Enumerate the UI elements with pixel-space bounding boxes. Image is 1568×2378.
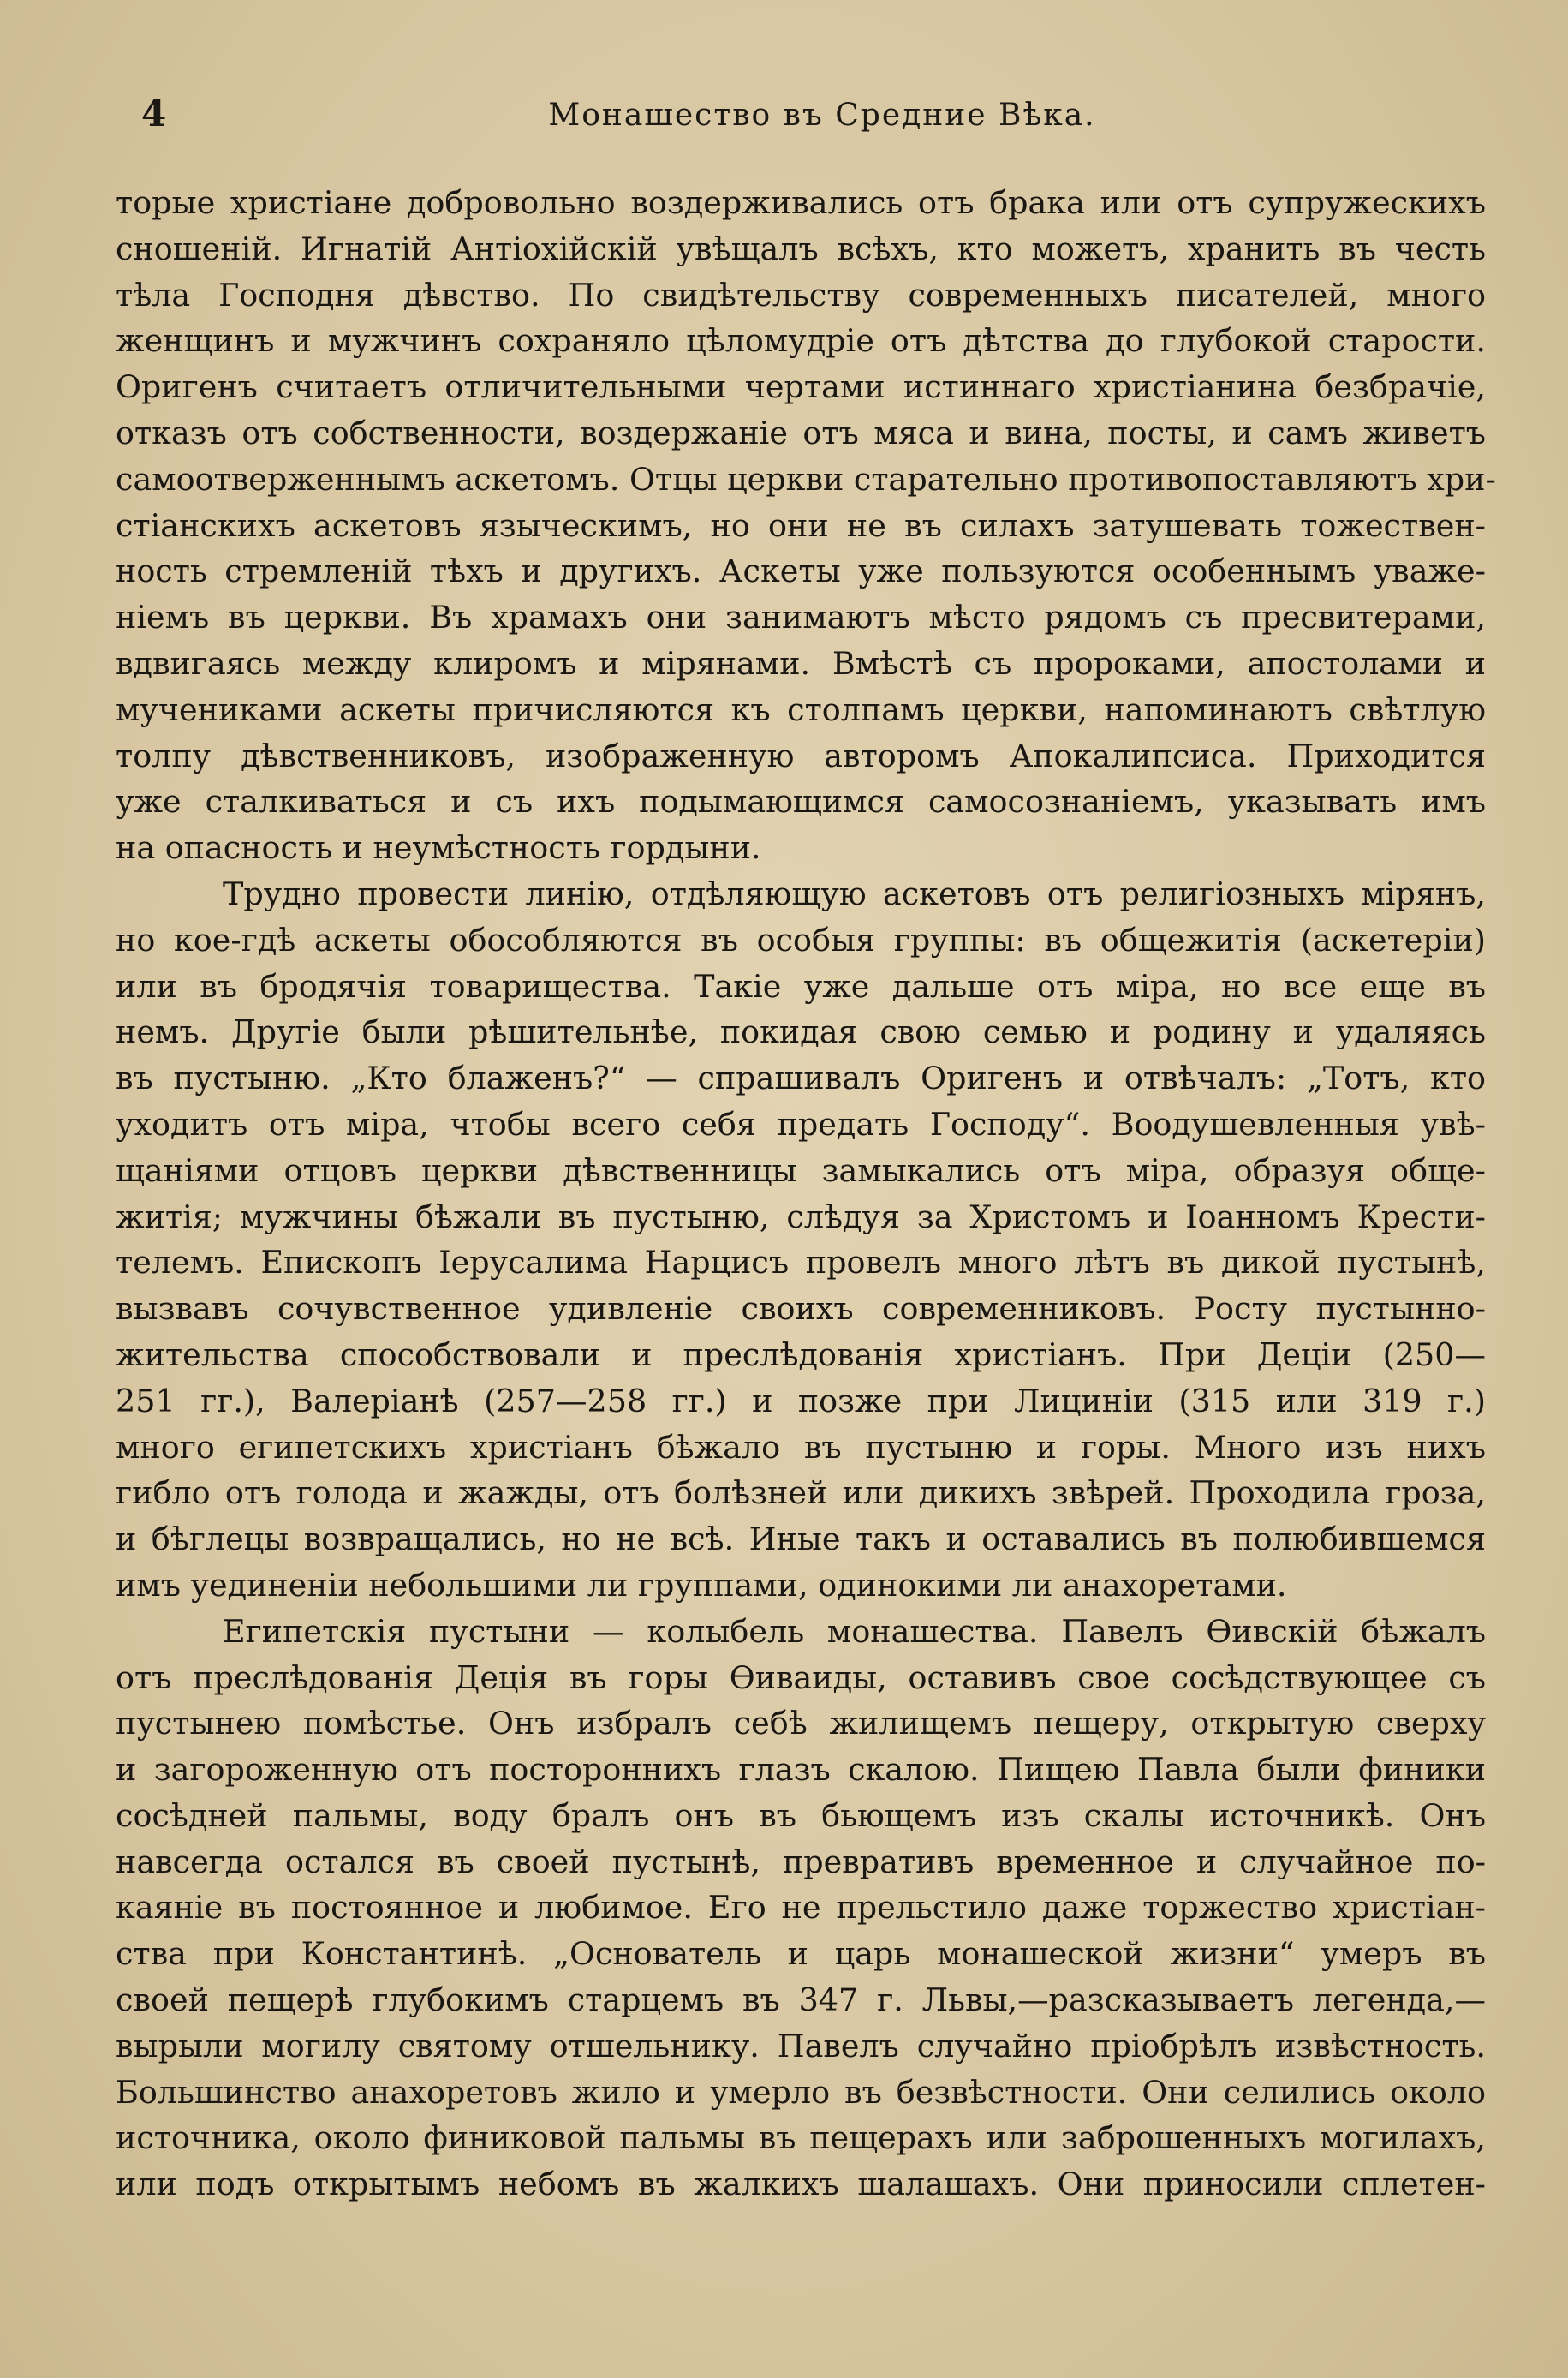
text-line: гибло отъ голода и жажды, отъ болѣзней или дикихъ звѣрей. Проходила гроза, — [116, 1474, 1486, 1512]
text-line: уходитъ отъ мiра, чтобы всего себя предать Господу“. Воодушевленныя увѣ- — [116, 1105, 1486, 1143]
text-line: Большинство анахоретовъ жило и умерло въ безвѣстности. Они селились около — [116, 2073, 1486, 2111]
text-line: вдвигаясь между клиромъ и мiрянами. Вмѣстѣ съ пророками, апостолами и — [116, 644, 1486, 682]
text-line: уже сталкиваться и съ ихъ подымающимся самосознанiемъ, указывать имъ — [116, 783, 1486, 821]
text-line: нiемъ въ церкви. Въ храмахъ они занимаютъ мѣсто рядомъ съ пресвитерами, — [116, 599, 1486, 636]
text-line: въ пустыню. „Кто блаженъ?“ — спрашивалъ Оригенъ и отвѣчалъ: „Тотъ, кто — [116, 1060, 1486, 1097]
text-line: отъ преслѣдованiя Децiя въ горы Өиваиды, оставивъ свое сосѣдствующее съ — [116, 1658, 1486, 1696]
page-number: 4 — [141, 93, 167, 134]
text-line: ность стремленiй тѣхъ и другихъ. Аскеты уже пользуются особеннымъ уваже- — [116, 553, 1486, 590]
text-line: имъ уединенiи небольшими ли группами, одинокими ли анахоретами. — [116, 1566, 1287, 1604]
text-line: источника, около финиковой пальмы въ пещерахъ или заброшенныхъ могилахъ, — [116, 2119, 1486, 2157]
text-line: мучениками аскеты причисляются къ столпамъ церкви, напоминаютъ свѣтлую — [116, 690, 1486, 728]
text-line: своей пещерѣ глубокимъ старцемъ въ 347 г. Львы,—разсказываетъ легенда,— — [116, 1981, 1486, 2019]
text-line: тѣла Господня дѣвство. По свидѣтельству современныхъ писателей, много — [116, 276, 1486, 314]
text-line: Оригенъ считаетъ отличительными чертами истиннаго христiанина безбрачiе, — [116, 368, 1486, 406]
text-line: пустынею помѣстье. Онъ избралъ себѣ жилищемъ пещеру, открытую сверху — [116, 1705, 1486, 1742]
text-line: сношенiй. Игнатiй Антiохiйскiй увѣщалъ всѣхъ, кто можетъ, хранить въ честь — [116, 230, 1486, 267]
text-line: Египетскiя пустыни — колыбель монашества. Павелъ Өивскiй бѣжалъ — [223, 1612, 1486, 1650]
running-title: Монашество въ Средние Вѣка. — [548, 98, 1096, 133]
text-line: и загороженную отъ постороннихъ глазъ скалою. Пищею Павла были финики — [116, 1751, 1486, 1789]
text-line: на опасность и неумѣстность гордыни. — [116, 829, 761, 867]
text-line: житiя; мужчины бѣжали въ пустыню, слѣдуя за Христомъ и Iоанномъ Крести- — [116, 1198, 1486, 1235]
text-line: телемъ. Епископъ Iерусалима Нарцисъ провелъ много лѣтъ въ дикой пустынѣ, — [116, 1244, 1486, 1282]
paragraph-1 — [116, 180, 1496, 871]
text-line: торые христiане добровольно воздерживались отъ брака или отъ супружескихъ — [116, 184, 1486, 221]
text-line: немъ. Другiе были рѣшительнѣе, покидая свою семью и родину и удаляясь — [116, 1013, 1486, 1051]
text-line: много египетскихъ христiанъ бѣжало въ пустыню и горы. Много изъ нихъ — [116, 1428, 1486, 1466]
text-line: и бѣглецы возвращались, но не всѣ. Иные такъ и оставались въ полюбившемся — [116, 1521, 1486, 1558]
text-line: стiанскихъ аскетовъ языческимъ, но они не въ силахъ затушевать тожествен- — [116, 506, 1486, 544]
paragraph-3 — [116, 1609, 1486, 2208]
text-line: но кое-гдѣ аскеты обособляются въ особыя группы: въ общежитiя (аскетерiи) — [116, 921, 1486, 959]
paragraph-2 — [116, 871, 1486, 1609]
text-line: вырыли могилу святому отшельнику. Павелъ случайно прiобрѣлъ извѣстность. — [116, 2027, 1486, 2064]
body-text — [116, 180, 1496, 2208]
text-line: самоотверженнымъ аскетомъ. Отцы церкви старательно противопоставляютъ хри- — [116, 460, 1496, 498]
text-line: или въ бродячiя товарищества. Такiе уже дальше отъ мiра, но все еще въ — [116, 967, 1486, 1005]
text-line: сосѣдней пальмы, воду бралъ онъ въ бьющемъ изъ скалы источникѣ. Онъ — [116, 1796, 1486, 1834]
text-line: Трудно провести линiю, отдѣляющую аскетовъ отъ религiозныхъ мiрянъ, — [223, 875, 1486, 912]
text-line: жительства способствовали и преслѣдованiя христiанъ. При Децiи (250— — [116, 1335, 1486, 1373]
text-line: толпу дѣвственниковъ, изображенную авторомъ Апокалипсиса. Приходится — [116, 737, 1486, 774]
text-line: 251 гг.), Валерiанѣ (257—258 гг.) и позже при Лицинiи (315 или 319 г.) — [116, 1382, 1486, 1419]
text-line: навсегда остался въ своей пустынѣ, превративъ временное и случайное по- — [116, 1843, 1486, 1880]
text-line: вызвавъ сочувственное удивленiе своихъ современниковъ. Росту пустынно- — [116, 1290, 1486, 1328]
text-line: щанiями отцовъ церкви дѣвственницы замыкались отъ мiра, образуя обще- — [116, 1151, 1486, 1189]
text-line: отказъ отъ собственности, воздержанiе отъ мяса и вина, посты, и самъ живетъ — [116, 414, 1486, 451]
text-line: женщинъ и мужчинъ сохраняло цѣломудрiе отъ дѣтства до глубокой старости. — [116, 322, 1486, 360]
text-line: каянiе въ постоянное и любимое. Его не прельстило даже торжество христiан- — [116, 1889, 1486, 1927]
text-line: или подъ открытымъ небомъ въ жалкихъ шалашахъ. Они приносили сплетен- — [116, 2166, 1486, 2203]
text-line: ства при Константинѣ. „Основатель и царь монашеской жизни“ умеръ въ — [116, 1935, 1486, 1973]
page-header — [141, 93, 1503, 144]
